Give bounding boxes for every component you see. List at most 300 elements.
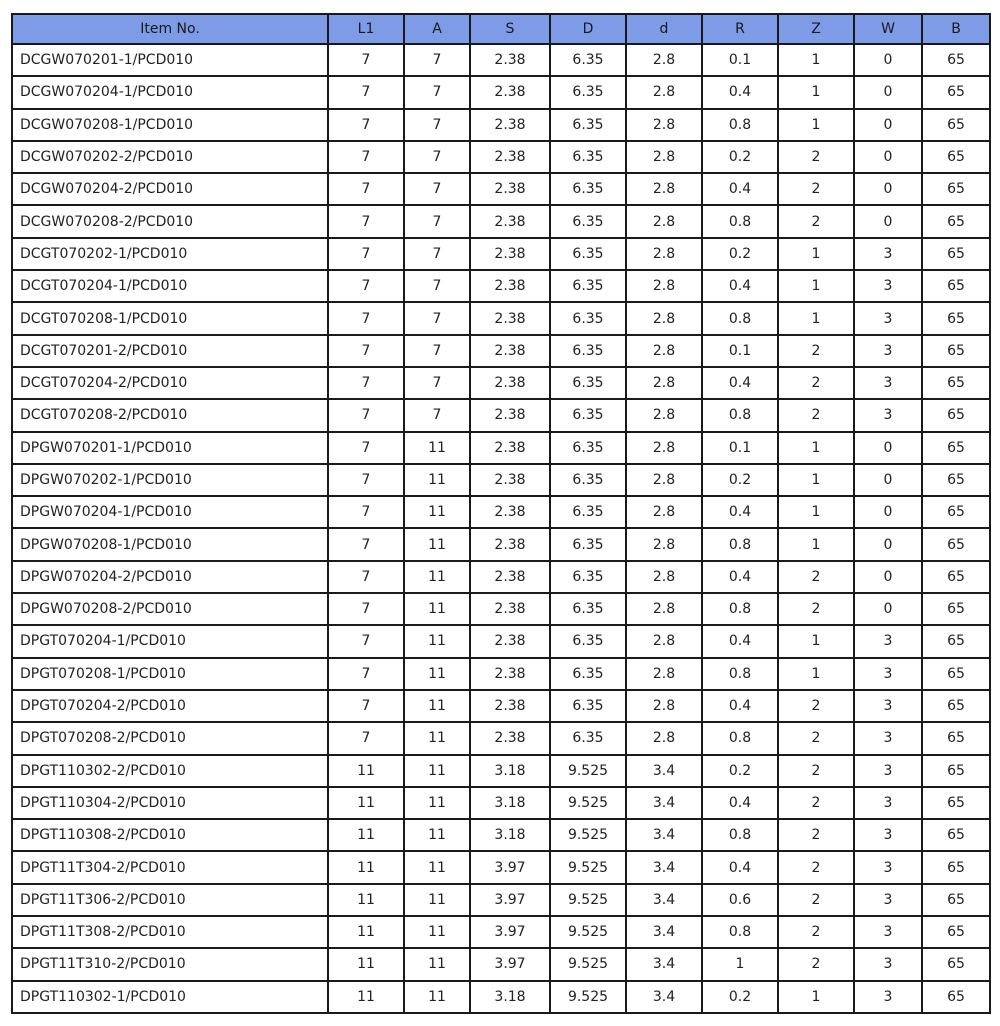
value-cell: 65 [922,658,990,690]
value-cell: 2 [778,399,854,431]
value-cell: 11 [404,464,470,496]
value-cell: 9.525 [550,916,626,948]
item-number-cell: DPGW070208-1/PCD010 [12,528,328,560]
value-cell: 2.8 [626,432,702,464]
product-table-container [11,13,989,1014]
value-cell: 7 [328,173,404,205]
value-cell: 0.4 [702,787,778,819]
item-number-cell: DPGT11T308-2/PCD010 [12,916,328,948]
item-number-cell: DPGT070204-2/PCD010 [12,690,328,722]
value-cell: 3 [854,916,922,948]
value-cell: 6.35 [550,625,626,657]
value-cell: 65 [922,755,990,787]
value-cell: 7 [404,270,470,302]
value-cell: 65 [922,819,990,851]
value-cell: 0.8 [702,205,778,237]
value-cell: 7 [328,658,404,690]
value-cell: 7 [328,302,404,334]
item-number-cell: DCGT070204-1/PCD010 [12,270,328,302]
value-cell: 2.38 [470,302,550,334]
value-cell: 3 [854,755,922,787]
value-cell: 2.38 [470,173,550,205]
value-cell: 3 [854,335,922,367]
value-cell: 3.4 [626,787,702,819]
value-cell: 3.18 [470,981,550,1013]
value-cell: 65 [922,367,990,399]
value-cell: 0.4 [702,270,778,302]
table-row [12,916,990,948]
value-cell: 0 [854,464,922,496]
table-row [12,399,990,431]
value-cell: 65 [922,787,990,819]
table-row [12,981,990,1013]
value-cell: 3 [854,884,922,916]
value-cell: 2.8 [626,496,702,528]
item-number-cell: DCGT070208-1/PCD010 [12,302,328,334]
value-cell: 7 [328,528,404,560]
table-row [12,755,990,787]
item-number-cell: DCGW070202-2/PCD010 [12,141,328,173]
value-cell: 3 [854,367,922,399]
value-cell: 9.525 [550,755,626,787]
value-cell: 3 [854,658,922,690]
value-cell: 65 [922,464,990,496]
value-cell: 7 [328,561,404,593]
value-cell: 65 [922,851,990,883]
item-number-cell: DPGT110302-2/PCD010 [12,755,328,787]
value-cell: 2.8 [626,561,702,593]
value-cell: 7 [328,722,404,754]
column-header-a: A [404,14,470,44]
value-cell: 2 [778,335,854,367]
value-cell: 2 [778,141,854,173]
value-cell: 11 [404,819,470,851]
value-cell: 0 [854,593,922,625]
value-cell: 0.8 [702,593,778,625]
column-header-item-no: Item No. [12,14,328,44]
value-cell: 2 [778,205,854,237]
value-cell: 7 [328,76,404,108]
value-cell: 65 [922,528,990,560]
value-cell: 1 [778,302,854,334]
value-cell: 11 [404,884,470,916]
value-cell: 3.18 [470,755,550,787]
table-row [12,884,990,916]
table-row [12,948,990,980]
value-cell: 7 [328,270,404,302]
value-cell: 0.8 [702,916,778,948]
value-cell: 7 [328,432,404,464]
value-cell: 65 [922,44,990,76]
value-cell: 0.4 [702,496,778,528]
value-cell: 3.4 [626,948,702,980]
value-cell: 1 [778,625,854,657]
table-row [12,238,990,270]
value-cell: 2.38 [470,658,550,690]
value-cell: 6.35 [550,561,626,593]
item-number-cell: DCGW070204-1/PCD010 [12,76,328,108]
value-cell: 11 [328,819,404,851]
value-cell: 3 [854,787,922,819]
value-cell: 11 [404,690,470,722]
value-cell: 2 [778,367,854,399]
item-number-cell: DPGT070208-1/PCD010 [12,658,328,690]
value-cell: 11 [404,528,470,560]
item-number-cell: DPGT11T306-2/PCD010 [12,884,328,916]
value-cell: 65 [922,981,990,1013]
value-cell: 0.4 [702,367,778,399]
item-number-cell: DCGT070202-1/PCD010 [12,238,328,270]
table-row [12,335,990,367]
table-row [12,658,990,690]
value-cell: 6.35 [550,335,626,367]
value-cell: 3 [854,981,922,1013]
value-cell: 2 [778,948,854,980]
value-cell: 9.525 [550,819,626,851]
table-row [12,722,990,754]
value-cell: 2 [778,916,854,948]
value-cell: 3.4 [626,916,702,948]
value-cell: 65 [922,302,990,334]
value-cell: 11 [328,851,404,883]
value-cell: 1 [778,44,854,76]
value-cell: 2.8 [626,528,702,560]
value-cell: 2.8 [626,399,702,431]
value-cell: 6.35 [550,464,626,496]
value-cell: 65 [922,335,990,367]
value-cell: 2.8 [626,173,702,205]
value-cell: 2.38 [470,141,550,173]
value-cell: 11 [404,625,470,657]
value-cell: 65 [922,141,990,173]
item-number-cell: DPGW070204-2/PCD010 [12,561,328,593]
value-cell: 0.2 [702,464,778,496]
value-cell: 0 [854,561,922,593]
value-cell: 6.35 [550,367,626,399]
value-cell: 0 [854,528,922,560]
value-cell: 65 [922,916,990,948]
value-cell: 7 [328,141,404,173]
value-cell: 6.35 [550,205,626,237]
value-cell: 7 [328,399,404,431]
value-cell: 3 [854,270,922,302]
value-cell: 2 [778,690,854,722]
value-cell: 7 [328,109,404,141]
value-cell: 2.8 [626,76,702,108]
value-cell: 0.4 [702,561,778,593]
value-cell: 1 [778,76,854,108]
value-cell: 1 [778,496,854,528]
value-cell: 6.35 [550,238,626,270]
item-number-cell: DCGW070204-2/PCD010 [12,173,328,205]
table-row [12,76,990,108]
value-cell: 1 [778,432,854,464]
value-cell: 6.35 [550,141,626,173]
value-cell: 11 [404,851,470,883]
value-cell: 2 [778,561,854,593]
value-cell: 0.1 [702,44,778,76]
value-cell: 11 [404,981,470,1013]
value-cell: 3 [854,722,922,754]
value-cell: 65 [922,722,990,754]
value-cell: 1 [778,238,854,270]
value-cell: 6.35 [550,496,626,528]
value-cell: 2.8 [626,109,702,141]
value-cell: 0.1 [702,432,778,464]
value-cell: 0 [854,109,922,141]
value-cell: 11 [328,884,404,916]
value-cell: 2.38 [470,625,550,657]
value-cell: 0 [854,496,922,528]
value-cell: 2 [778,173,854,205]
value-cell: 2.8 [626,722,702,754]
value-cell: 11 [404,787,470,819]
value-cell: 3.18 [470,819,550,851]
column-header-d: d [626,14,702,44]
table-row [12,528,990,560]
value-cell: 0.2 [702,238,778,270]
value-cell: 65 [922,690,990,722]
value-cell: 2.38 [470,109,550,141]
value-cell: 11 [404,658,470,690]
item-number-cell: DPGW070202-1/PCD010 [12,464,328,496]
value-cell: 6.35 [550,270,626,302]
value-cell: 3 [854,625,922,657]
value-cell: 0.8 [702,302,778,334]
value-cell: 0.2 [702,755,778,787]
value-cell: 2.38 [470,722,550,754]
value-cell: 65 [922,496,990,528]
value-cell: 11 [404,593,470,625]
value-cell: 2.8 [626,625,702,657]
value-cell: 6.35 [550,302,626,334]
value-cell: 3.97 [470,948,550,980]
value-cell: 0 [854,432,922,464]
value-cell: 3 [854,302,922,334]
value-cell: 3 [854,690,922,722]
column-header-r: R [702,14,778,44]
value-cell: 2.38 [470,335,550,367]
item-number-cell: DCGW070201-1/PCD010 [12,44,328,76]
value-cell: 2.8 [626,302,702,334]
value-cell: 3.4 [626,851,702,883]
table-row [12,787,990,819]
value-cell: 2.38 [470,690,550,722]
column-header-w: W [854,14,922,44]
value-cell: 6.35 [550,76,626,108]
value-cell: 7 [404,173,470,205]
table-header [12,14,990,44]
value-cell: 65 [922,270,990,302]
column-header-z: Z [778,14,854,44]
value-cell: 0.4 [702,76,778,108]
value-cell: 2.8 [626,593,702,625]
value-cell: 6.35 [550,690,626,722]
value-cell: 0.8 [702,722,778,754]
value-cell: 0.4 [702,173,778,205]
value-cell: 65 [922,109,990,141]
table-row [12,561,990,593]
value-cell: 6.35 [550,722,626,754]
value-cell: 7 [328,205,404,237]
value-cell: 2.38 [470,44,550,76]
value-cell: 0.8 [702,399,778,431]
value-cell: 65 [922,238,990,270]
value-cell: 65 [922,884,990,916]
item-number-cell: DCGT070208-2/PCD010 [12,399,328,431]
column-header-b: B [922,14,990,44]
value-cell: 3.4 [626,819,702,851]
item-number-cell: DPGT110302-1/PCD010 [12,981,328,1013]
value-cell: 7 [328,367,404,399]
value-cell: 0.8 [702,819,778,851]
table-row [12,625,990,657]
table-body [12,44,990,1013]
value-cell: 6.35 [550,528,626,560]
header-row [12,14,990,44]
item-number-cell: DCGT070201-2/PCD010 [12,335,328,367]
value-cell: 1 [778,109,854,141]
value-cell: 2 [778,755,854,787]
value-cell: 7 [328,593,404,625]
value-cell: 7 [328,496,404,528]
value-cell: 65 [922,432,990,464]
value-cell: 6.35 [550,173,626,205]
item-number-cell: DPGT070208-2/PCD010 [12,722,328,754]
value-cell: 7 [404,399,470,431]
table-row [12,851,990,883]
value-cell: 0.4 [702,625,778,657]
value-cell: 9.525 [550,884,626,916]
value-cell: 0 [854,44,922,76]
value-cell: 2 [778,593,854,625]
value-cell: 2.38 [470,561,550,593]
value-cell: 7 [404,76,470,108]
table-row [12,44,990,76]
value-cell: 1 [778,981,854,1013]
value-cell: 1 [778,270,854,302]
value-cell: 65 [922,593,990,625]
value-cell: 6.35 [550,399,626,431]
value-cell: 7 [328,464,404,496]
value-cell: 0.8 [702,528,778,560]
value-cell: 0.4 [702,851,778,883]
value-cell: 0 [854,141,922,173]
table-row [12,464,990,496]
value-cell: 65 [922,76,990,108]
value-cell: 0.4 [702,690,778,722]
value-cell: 2.8 [626,658,702,690]
value-cell: 2.38 [470,238,550,270]
value-cell: 3.18 [470,787,550,819]
table-row [12,270,990,302]
value-cell: 11 [328,787,404,819]
value-cell: 11 [404,722,470,754]
value-cell: 11 [404,496,470,528]
product-spec-table [11,13,991,1014]
value-cell: 2.8 [626,141,702,173]
value-cell: 2.8 [626,335,702,367]
value-cell: 11 [328,916,404,948]
value-cell: 11 [328,755,404,787]
value-cell: 1 [702,948,778,980]
table-row [12,302,990,334]
table-row [12,496,990,528]
value-cell: 7 [404,302,470,334]
table-row [12,819,990,851]
value-cell: 6.35 [550,109,626,141]
value-cell: 2.38 [470,205,550,237]
table-row [12,367,990,399]
value-cell: 7 [404,335,470,367]
value-cell: 2 [778,722,854,754]
value-cell: 2.8 [626,238,702,270]
value-cell: 1 [778,658,854,690]
table-row [12,141,990,173]
value-cell: 7 [328,690,404,722]
value-cell: 0 [854,205,922,237]
value-cell: 0 [854,76,922,108]
value-cell: 7 [404,367,470,399]
value-cell: 2.38 [470,432,550,464]
value-cell: 0.1 [702,335,778,367]
table-row [12,432,990,464]
item-number-cell: DPGW070204-1/PCD010 [12,496,328,528]
value-cell: 0 [854,173,922,205]
value-cell: 2.8 [626,44,702,76]
value-cell: 6.35 [550,658,626,690]
value-cell: 2.8 [626,690,702,722]
value-cell: 3.4 [626,884,702,916]
value-cell: 2.38 [470,496,550,528]
value-cell: 2.8 [626,464,702,496]
value-cell: 2.38 [470,464,550,496]
table-row [12,593,990,625]
value-cell: 2 [778,851,854,883]
item-number-cell: DPGT11T304-2/PCD010 [12,851,328,883]
value-cell: 2.8 [626,205,702,237]
value-cell: 2.38 [470,399,550,431]
value-cell: 11 [404,916,470,948]
value-cell: 3.4 [626,981,702,1013]
value-cell: 65 [922,173,990,205]
column-header-l1: L1 [328,14,404,44]
item-number-cell: DPGW070208-2/PCD010 [12,593,328,625]
table-row [12,690,990,722]
value-cell: 7 [404,109,470,141]
value-cell: 11 [404,432,470,464]
value-cell: 9.525 [550,851,626,883]
item-number-cell: DPGW070201-1/PCD010 [12,432,328,464]
value-cell: 3 [854,948,922,980]
item-number-cell: DPGT110304-2/PCD010 [12,787,328,819]
value-cell: 65 [922,399,990,431]
value-cell: 2 [778,819,854,851]
value-cell: 7 [328,44,404,76]
value-cell: 3 [854,819,922,851]
table-row [12,205,990,237]
value-cell: 11 [404,948,470,980]
item-number-cell: DCGT070204-2/PCD010 [12,367,328,399]
value-cell: 3 [854,399,922,431]
value-cell: 65 [922,625,990,657]
value-cell: 3.97 [470,916,550,948]
value-cell: 7 [404,205,470,237]
item-number-cell: DPGT110308-2/PCD010 [12,819,328,851]
value-cell: 2.38 [470,76,550,108]
value-cell: 7 [404,141,470,173]
value-cell: 7 [404,44,470,76]
